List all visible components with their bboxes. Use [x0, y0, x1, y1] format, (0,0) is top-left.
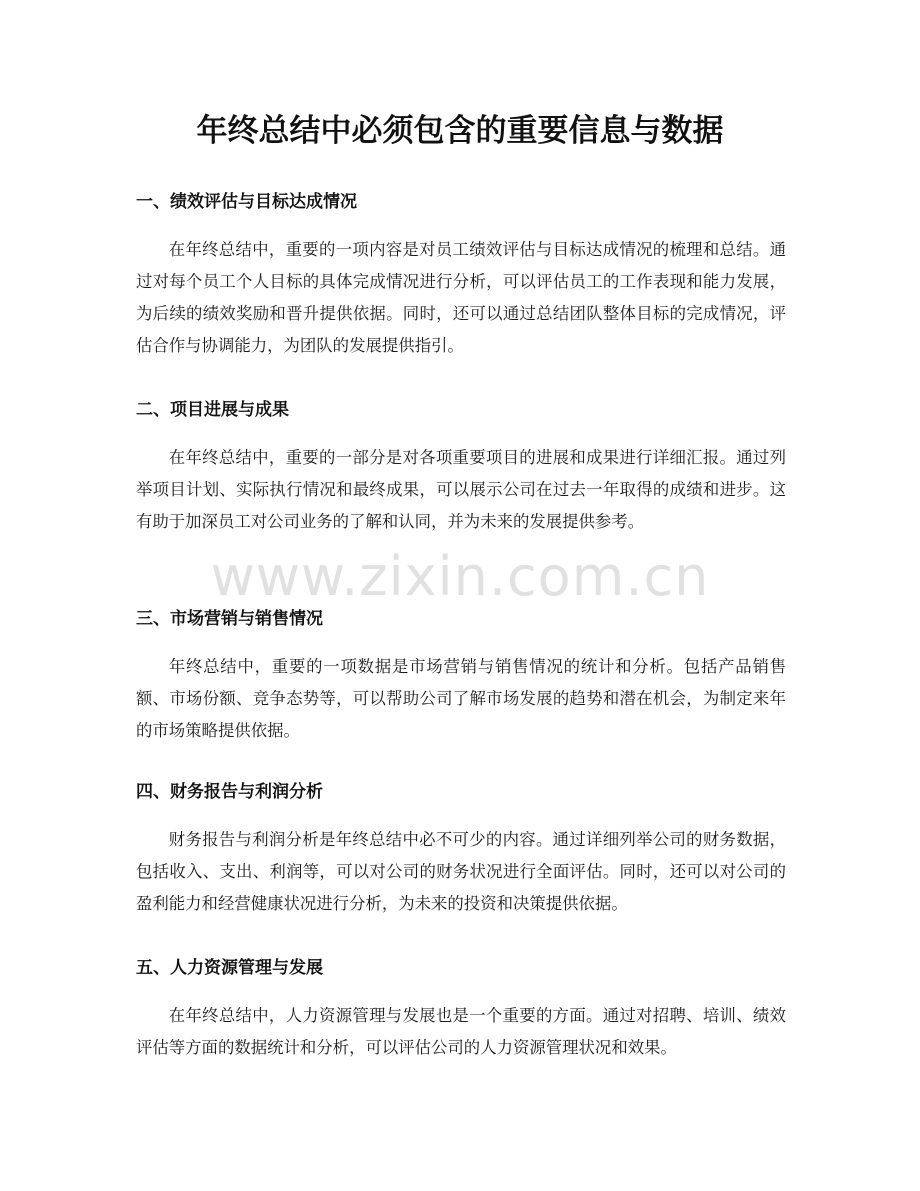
page-title: 年终总结中必须包含的重要信息与数据	[196, 113, 724, 149]
section-paragraph-3: 年终总结中，重要的一项数据是市场营销与销售情况的统计和分析。包括产品销售额、市场份额、竞争态势等，可以帮助公司了解市场发展的趋势和潜在机会，为制定来年的市场策略提供依据。	[136, 657, 786, 740]
section-heading-2: 二、项目进展与成果	[136, 400, 289, 420]
section-heading-1: 一、绩效评估与目标达成情况	[136, 192, 357, 212]
section-paragraph-2: 在年终总结中，重要的一部分是对各项重要项目的进展和成果进行详细汇报。通过列举项目计划、实际执行情况和最终成果，可以展示公司在过去一年取得的成绩和进步。这有助于加深员工对公司业务的了解和认同，并为未来的发展提供参考。	[136, 448, 786, 531]
watermark: www.zixin.com.cn	[210, 545, 710, 608]
section-heading-4: 四、财务报告与利润分析	[136, 782, 323, 802]
section-heading-3: 三、市场营销与销售情况	[136, 609, 323, 629]
section-heading-5: 五、人力资源管理与发展	[136, 958, 323, 978]
section-paragraph-4: 财务报告与利润分析是年终总结中必不可少的内容。通过详细列举公司的财务数据，包括收入、支出、利润等，可以对公司的财务状况进行全面评估。同时，还可以对公司的盈利能力和经营健康状况进行分析，为未来的投资和决策提供依据。	[136, 830, 786, 913]
section-paragraph-5: 在年终总结中，人力资源管理与发展也是一个重要的方面。通过对招聘、培训、绩效评估等方面的数据统计和分析，可以评估公司的人力资源管理状况和效果。	[136, 1006, 786, 1057]
section-paragraph-1: 在年终总结中，重要的一项内容是对员工绩效评估与目标达成情况的梳理和总结。通过对每个员工个人目标的具体完成情况进行分析，可以评估员工的工作表现和能力发展，为后续的绩效奖励和晋升提供依据。同时，还可以通过总结团队整体目标的完成情况，评估合作与协调能力，为团队的发展提供指引。	[136, 240, 786, 355]
